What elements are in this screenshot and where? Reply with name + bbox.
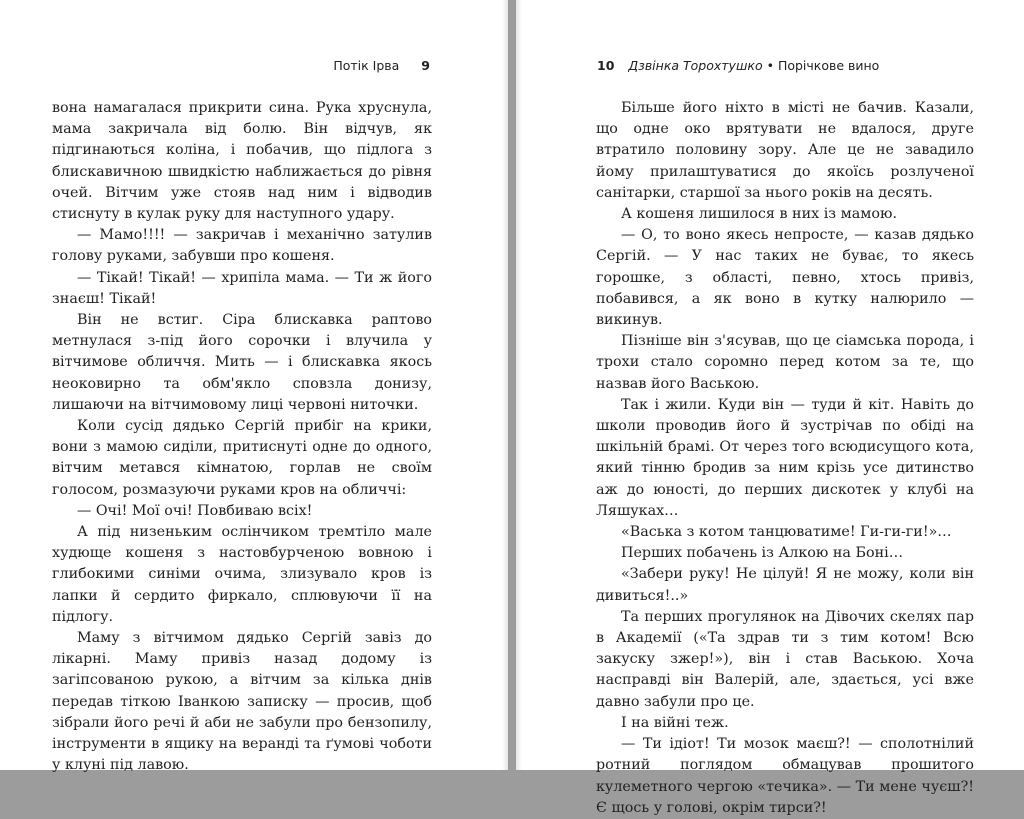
running-header [333, 58, 430, 73]
paragraph: — О, то воно якесь непросте, — казав дядько Сергій. — У нас таких не буває, то якесь горошке, з області, певно, хтось привіз, побавився, а як воно в кутку налюрило — викинув. [596, 227, 974, 329]
paragraph: Та перших прогулянок на Дівочих скелях пар в Академії («Та здрав ти з тим котом! Всю закуску зжер!»), він і став Ваською. Хоча насправді він Валерій, але, здається, усі вже давно забули про це. [596, 608, 974, 710]
paragraph: — Тікай! Тікай! — хрипіла мама. — Ти ж його знаєш! Тікай! [52, 269, 432, 307]
paragraph: А кошеня лишилося в них із мамою. [621, 206, 897, 223]
gutter-shadow [516, 0, 522, 770]
gutter-shadow [502, 0, 508, 770]
body-text [52, 98, 432, 777]
paragraph: — Мамо!!!! — закричав і механічно затулив голову руками, забувши про кошеня. [52, 227, 432, 265]
paragraph: — Ти ідіот! Ти мозок маєш?! — сполотнілий ротний поглядом обмацував прошитого кулеметного чергою «течика». — Ти мене чуєш?! Є щось у голові, окрім тирси?! [596, 736, 974, 816]
paragraph: — Очі! Мої очі! Повбиваю всіх! [77, 502, 313, 519]
left-page [0, 0, 508, 774]
paragraph: Перших побачень із Алкою на Боні… [621, 545, 904, 562]
paragraph: Більше його ніхто в місті не бачив. Казали, що одне око врятувати не вдалося, друге втратило половину зору. Але це не завадило йому прилаштуватися до якоїсь розлученої санітарки, старшої за нього років на десять. [596, 100, 974, 201]
author-name: Дзвінка Торохтушко [628, 58, 763, 73]
paragraph: Він не встиг. Сіра блискавка раптово метнулася з-під його сорочки і влучила у вітчимове обличчя. Мить — і блискавка якось неоковирно та обм'якло сповзла донизу, лишаючи на вітчимовому лиці червоні ниточки. [52, 312, 432, 413]
paragraph: «Забери руку! Не цілуй! Я не можу, коли він дивиться!..» [596, 566, 974, 604]
book-title: Потік Ірва [333, 58, 400, 73]
body-text [596, 98, 974, 819]
page-number: 9 [421, 58, 430, 73]
running-header [597, 58, 879, 73]
paragraph: вона намагалася прикрити сина. Рука хруснула, мама закричала від болю. Він відчув, як підгинаються коліна, і побачив, що підлога з блискавичною швидкістю наближається до рівня очей. Вітчим уже стояв над ним і відводив стиснуту в кулак руку для наступного удару. [52, 100, 432, 223]
paragraph: А під низеньким ослінчиком тремтіло мале худюще кошеня з настовбурченою вовною і глибокими синіми очима, злизувало кров із лапки й сердито фиркало, сплювуючи її на підлогу. [52, 524, 432, 625]
story-title: Порічкове вино [777, 58, 880, 73]
paragraph: І на війні теж. [621, 714, 729, 731]
paragraph: Маму з вітчимом дядько Сергій завіз до лікарні. Маму привіз назад додому із загіпсованою рукою, а вітчим за кілька днів передав тіткою Іванкою записку — просив, щоб зібрали його речі й аби не забули про бензопилу, інструменти в ящику на веранді та ґумові чоботи у клуні під лавою. [52, 630, 432, 774]
paragraph: «Васька з котом танцюватиме! Ги-ги-ги!»… [621, 524, 952, 541]
paragraph: Пізніше він з'ясував, що це сіамська порода, і трохи стало соромно перед котом за те, що назвав його Ваською. [596, 333, 974, 392]
paragraph: Коли сусід дядько Сергій прибіг на крики, вони з мамою сиділи, притиснуті одне до одного, вітчим метався кімнатою, горлав не своїм голосом, розмазуючи руками кров на обличчі: [52, 418, 432, 498]
right-page [516, 0, 1024, 816]
header-separator: • [766, 58, 774, 73]
paragraph: Так і жили. Куди він — туди й кіт. Навіть до школи проводив його й зустрічав по обіді на шкільній брамі. От через того всюдисущого кота, який тінню бродив за ним крізь усе дитинство аж до юності, до перших дискотек у клубі на Ляшуках… [596, 396, 974, 519]
page-number: 10 [597, 58, 615, 73]
